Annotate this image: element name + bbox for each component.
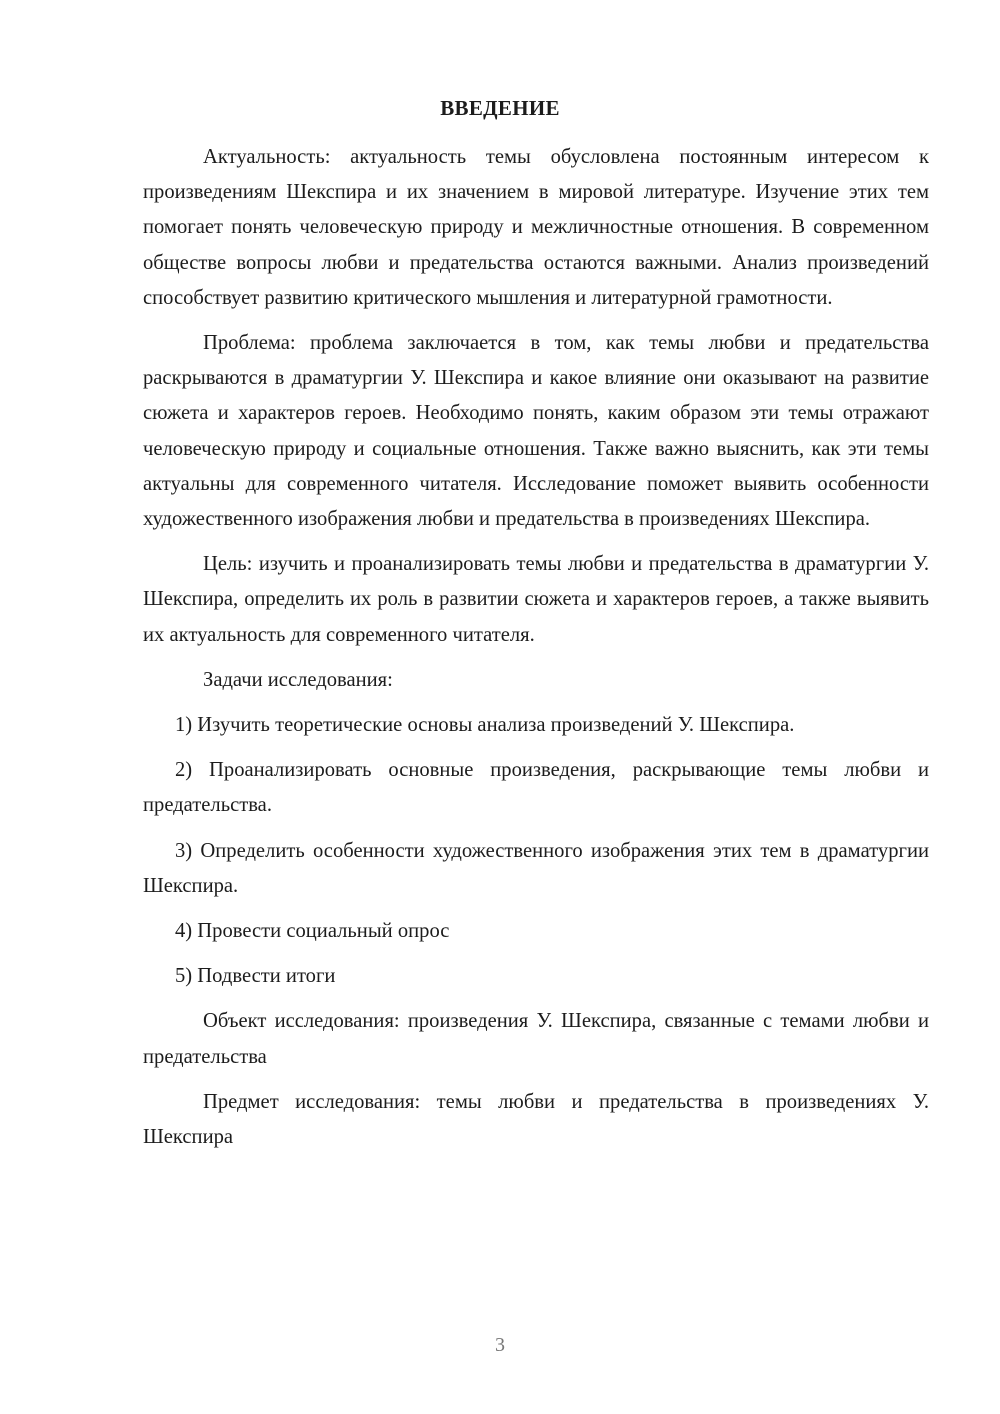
paragraph-object: Объект исследования: произведения У. Шекспира, связанные с темами любви и предательства [143, 1010, 929, 1068]
paragraph-goal: Цель: изучить и проанализировать темы любви и предательства в драматургии У. Шекспира, определить их роль в развитии сюжета и характеров героев, а также выявить их актуальность для современного читателя. [143, 553, 929, 646]
paragraph-problem: Проблема: проблема заключается в том, как темы любви и предательства раскрываются в драматургии У. Шекспира и какое влияние они оказывают на развитие сюжета и характеров героев. Необходимо понять, каким образом эти темы отражают человеческую природу и социальные отношения. Также важно выяснить, как эти темы актуальны для современного читателя. Исследование поможет выявить особенности художественного изображения любви и предательства в произведениях Шекспира. [143, 332, 929, 531]
page-number: 3 [495, 1334, 505, 1356]
task-item-3: 3) Определить особенности художественного изображения этих тем в драматургии Шекспира. [143, 839, 929, 897]
task-item-1: 1) Изучить теоретические основы анализа произведений У. Шекспира. [175, 714, 795, 737]
task-item-5: 5) Подвести итоги [175, 965, 336, 988]
document-body [143, 140, 929, 1155]
task-item-4: 4) Провести социальный опрос [175, 920, 450, 943]
paragraph-tasks-heading: Задачи исследования: [203, 668, 393, 691]
task-item-2: 2) Проанализировать основные произведения, раскрывающие темы любви и предательства. [143, 759, 929, 817]
paragraph-subject: Предмет исследования: темы любви и предательства в произведениях У. Шекспира [143, 1090, 929, 1149]
paragraph-relevance: Актуальность: актуальность темы обусловлена постоянным интересом к произведениям Шекспира и их значением в мировой литературе. Изучение этих тем помогает понять человеческую природу и межличностные отношения. В современном обществе вопросы любви и предательства остаются важными. Анализ произведений способствует развитию критического мышления и литературной грамотности. [143, 146, 929, 309]
page-title: ВВЕДЕНИЕ [440, 96, 560, 120]
